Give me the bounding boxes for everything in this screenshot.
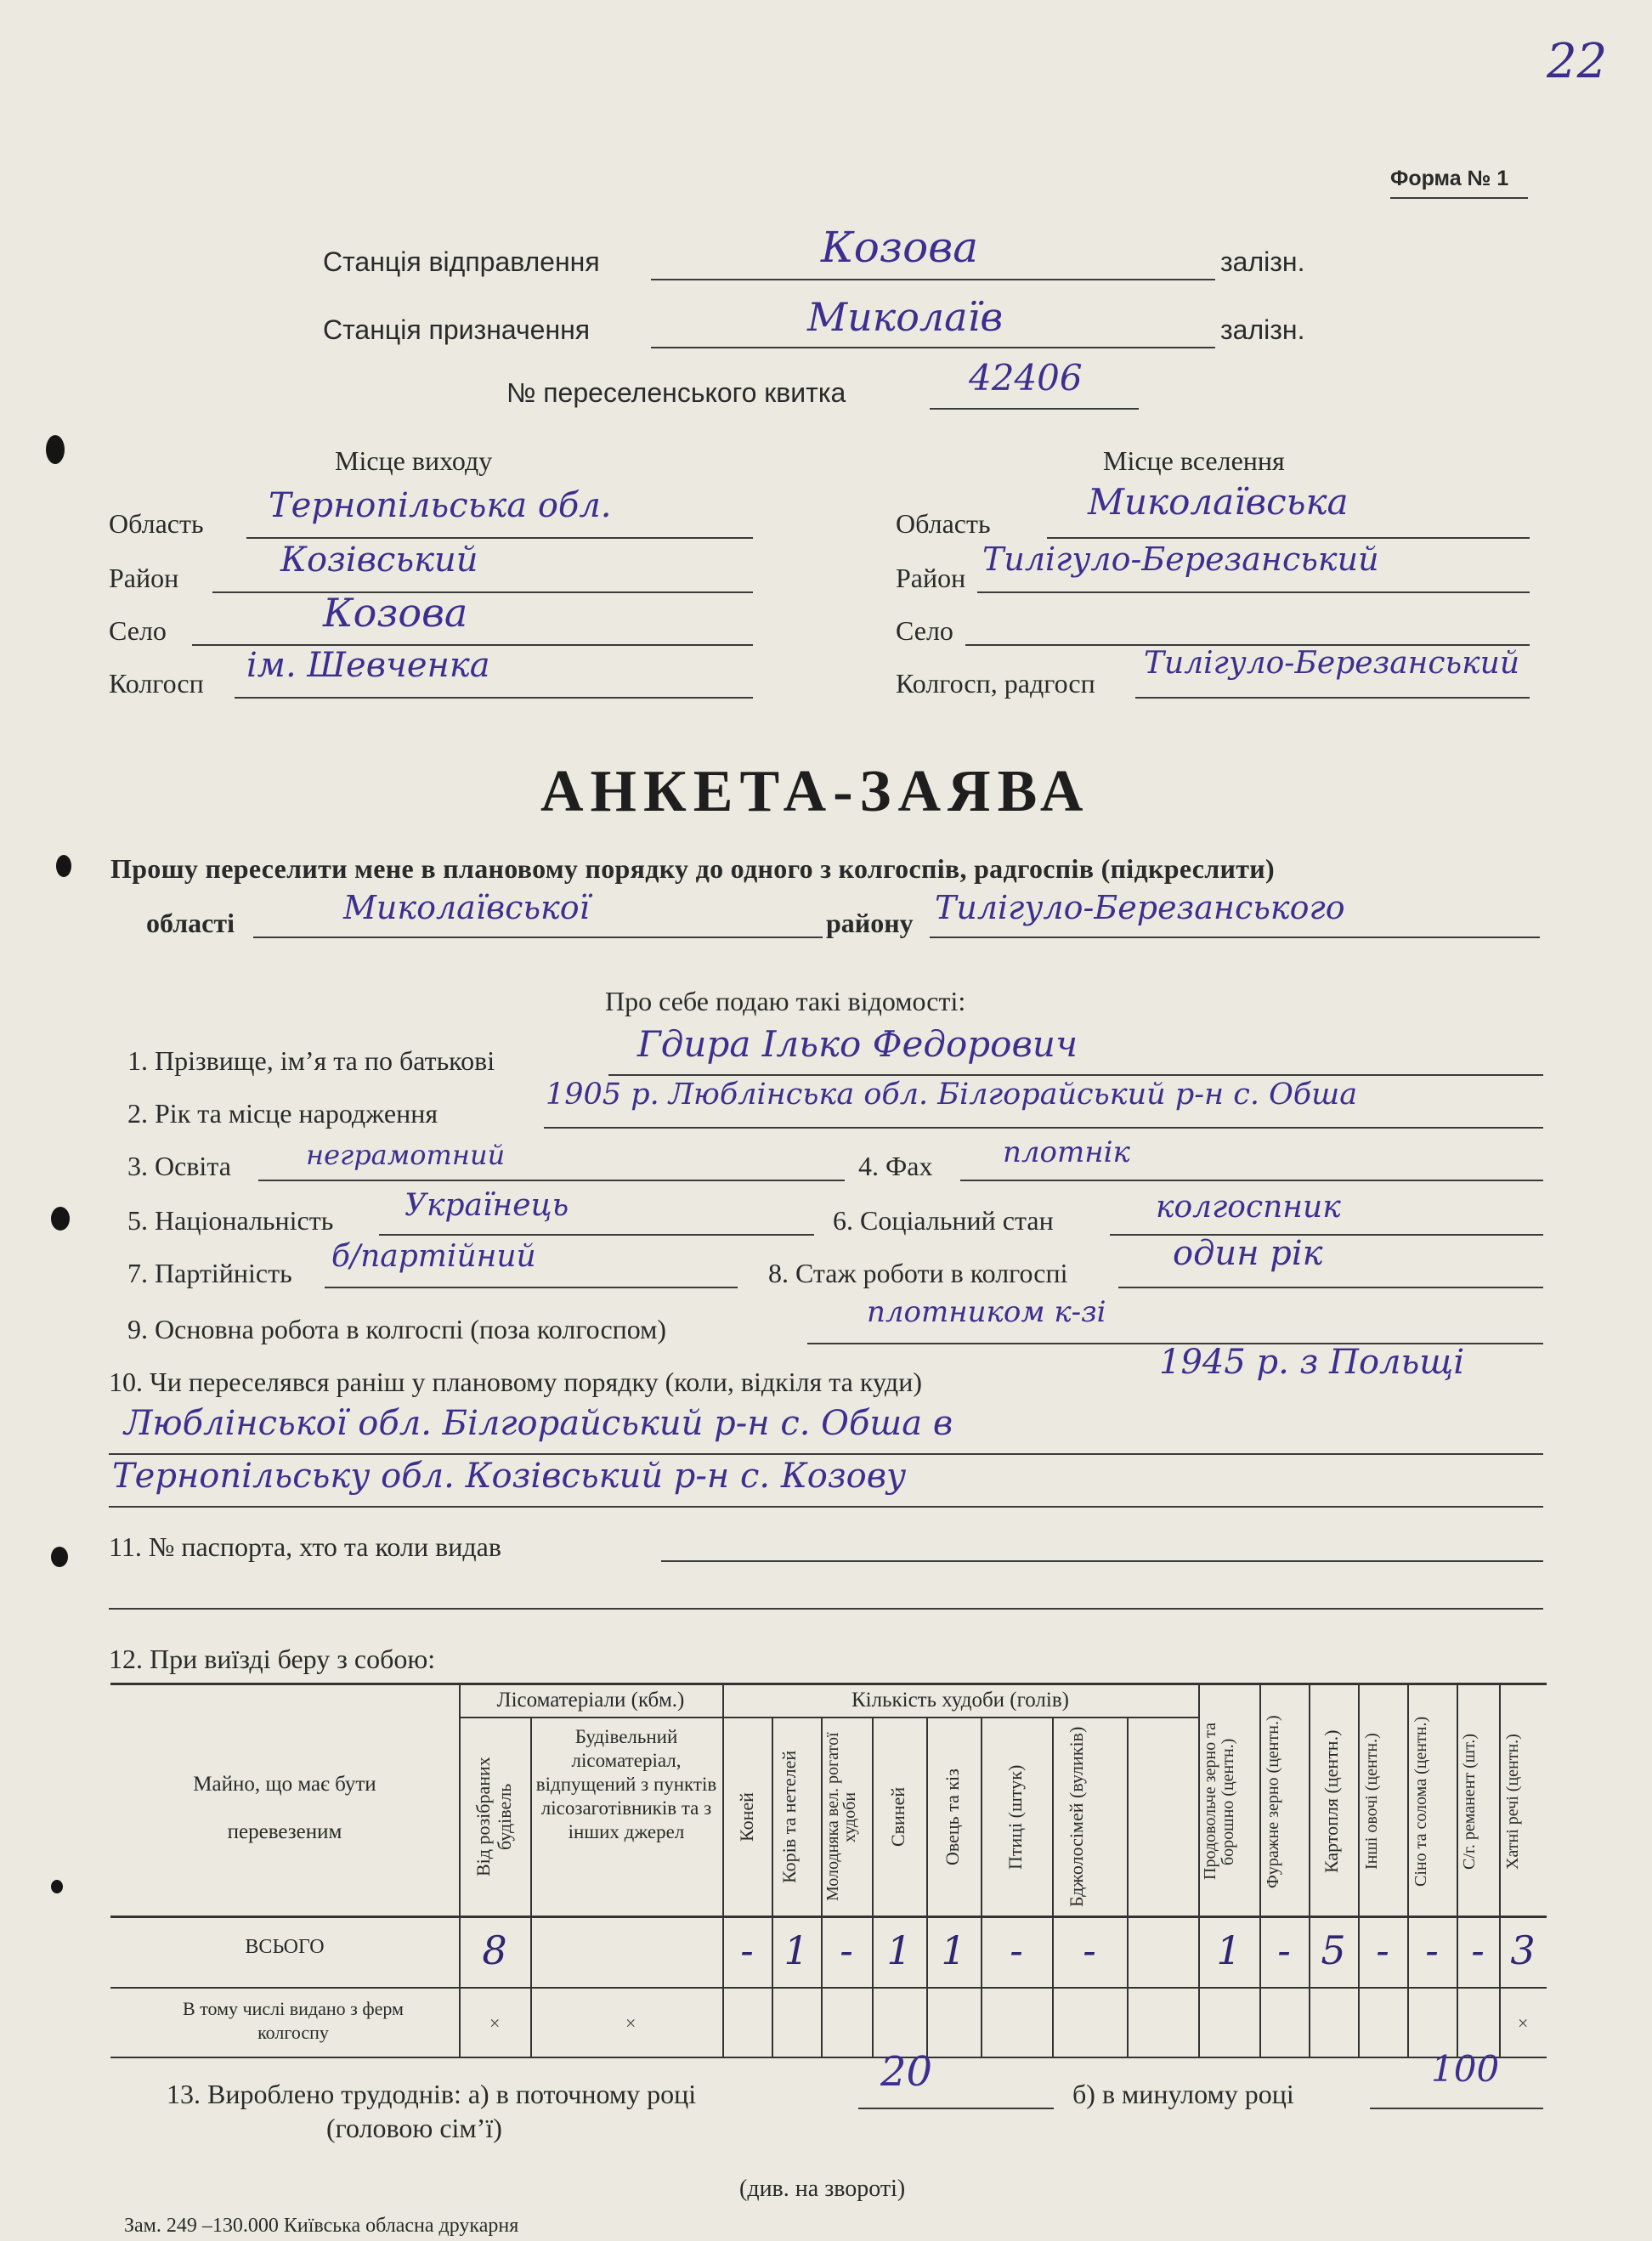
property-header: Майно, що має бути перевезеним xyxy=(193,1773,376,1843)
field-9-value: плотником к-зі xyxy=(867,1295,1106,1329)
exit-kolhosp-value: ім. Шевченка xyxy=(246,646,490,685)
exit-oblast-label: Область xyxy=(109,508,204,539)
field-10-line-b xyxy=(109,1453,1543,1455)
form-number-underline xyxy=(1390,197,1528,199)
field-4-line xyxy=(960,1180,1543,1181)
field-1-line xyxy=(608,1074,1543,1076)
table-cell: - xyxy=(1471,1927,1485,1973)
field-9-label: 9. Основна робота в колгоспі (поза колгоспом) xyxy=(127,1314,667,1344)
exit-raion-line xyxy=(212,591,753,593)
field-3-label: 3. Освіта xyxy=(127,1151,231,1181)
settle-kolhosp-line xyxy=(1135,697,1530,699)
field-10-line-c xyxy=(109,1506,1543,1508)
column-header: Картопля (центн.) xyxy=(1321,1729,1342,1874)
field-11-line-2 xyxy=(109,1608,1543,1610)
column-header: Хатні речі (центн.) xyxy=(1503,1734,1522,1870)
column-header: Коней xyxy=(736,1792,757,1842)
departure-station-label: Станція відправлення xyxy=(323,246,600,277)
table-cell: × xyxy=(1518,2012,1529,2034)
row-kolhosp-label: В тому числі видано з ферм колгоспу xyxy=(183,1998,404,2043)
departure-station-suffix: залізн. xyxy=(1220,246,1305,277)
field-1-value: Гдира Ілько Федорович xyxy=(637,1023,1078,1065)
field-3-value: неграмотний xyxy=(306,1139,506,1171)
column-header: Бджолосімей (вуликів) xyxy=(1066,1726,1087,1908)
ink-blot xyxy=(46,435,65,464)
destination-station-value: Миколаїв xyxy=(807,294,1004,340)
table-cell: 5 xyxy=(1321,1927,1346,1973)
timber-group-header: Лісоматеріали (кбм.) xyxy=(496,1689,685,1712)
column-header: Корів та нетелей xyxy=(778,1750,800,1884)
column-header: Овець та кіз xyxy=(942,1768,963,1865)
field-12-label: 12. При виїзді беру з собою: xyxy=(109,1644,436,1674)
field-3-line xyxy=(258,1180,845,1181)
field-1-label: 1. Прізвище, ім’я та по батькові xyxy=(127,1045,495,1076)
field-7-line xyxy=(325,1287,738,1288)
table-cell: 3 xyxy=(1510,1927,1536,1973)
table-cell: - xyxy=(1425,1927,1439,1973)
table-cell: × xyxy=(489,2012,501,2034)
settle-raion-label: Район xyxy=(896,563,966,593)
field-10-value-a: 1945 р. з Польщі xyxy=(1159,1343,1465,1382)
column-header: Інші овочі (центн.) xyxy=(1362,1733,1381,1870)
column-header: Свиней xyxy=(887,1786,908,1848)
exit-place-heading: Місце виходу xyxy=(335,445,493,476)
destination-station-line xyxy=(651,347,1215,348)
request-raion-value: Тилігуло-Березанського xyxy=(935,889,1345,926)
field-4-value: плотнік xyxy=(1003,1135,1130,1169)
table-cell: 1 xyxy=(941,1927,966,1973)
table-cell: - xyxy=(1277,1927,1291,1973)
column-header: Молодняка вел. рогатої худоби xyxy=(823,1732,859,1902)
destination-station-label: Станція призначення xyxy=(323,314,591,345)
settle-raion-value: Тилігуло-Березанський xyxy=(982,540,1379,578)
document-title: АНКЕТА-ЗАЯВА xyxy=(540,759,1090,824)
property-table xyxy=(110,1683,1547,2057)
ink-blot xyxy=(56,855,71,877)
workdays-label: 13. Вироблено трудоднів: а) в поточному році xyxy=(167,2079,697,2109)
field-10-label: 10. Чи переселявся раніш у плановому порядку (коли, відкіля та куди) xyxy=(109,1367,922,1397)
table-cell: 1 xyxy=(1216,1927,1242,1973)
settle-oblast-line xyxy=(1047,537,1530,539)
table-cell: - xyxy=(740,1927,754,1973)
page-number: 22 xyxy=(1547,34,1608,89)
settle-raion-line xyxy=(977,591,1530,593)
workdays-previous-value: 100 xyxy=(1431,2048,1500,2090)
ink-blot xyxy=(51,1207,70,1231)
field-2-label: 2. Рік та місце народження xyxy=(127,1098,438,1129)
table-cell: - xyxy=(1083,1927,1096,1973)
column-header: Продовольче зерно та борошно (центн.) xyxy=(1201,1723,1237,1881)
exit-kolhosp-label: Колгосп xyxy=(109,668,204,699)
table-cell: - xyxy=(1010,1927,1023,1973)
ticket-line xyxy=(930,408,1139,410)
livestock-group-header: Кількість худоби (голів) xyxy=(851,1689,1069,1712)
ink-blot xyxy=(51,1547,68,1567)
field-5-line xyxy=(379,1234,814,1236)
ticket-value: 42406 xyxy=(969,357,1083,399)
settle-place-heading: Місце вселення xyxy=(1103,445,1285,476)
field-11-label: 11. № паспорта, хто та коли видав xyxy=(109,1531,501,1562)
request-oblast-line xyxy=(253,937,823,938)
field-8-value: один рік xyxy=(1173,1234,1323,1273)
field-4-label: 4. Фах xyxy=(858,1151,933,1181)
ticket-label: № переселенського квитка xyxy=(506,377,846,408)
field-10-value-b: Люблінської обл. Білгорайський р-н с. Обша в xyxy=(124,1404,953,1443)
field-2-value: 1905 р. Люблінська обл. Білгорайський р-н с. Обша xyxy=(546,1078,1358,1112)
field-8-line xyxy=(1118,1287,1543,1288)
column-header: Птиці (штук) xyxy=(1004,1764,1026,1870)
table-cell: 8 xyxy=(482,1927,507,1973)
field-11-line xyxy=(661,1560,1543,1562)
table-cell: × xyxy=(625,2012,636,2034)
intro-text: Про себе подаю такі відомості: xyxy=(605,986,966,1016)
exit-raion-value: Козівський xyxy=(280,540,478,580)
field-5-value: Українець xyxy=(405,1188,569,1223)
table-cell: 1 xyxy=(784,1927,809,1973)
exit-oblast-line xyxy=(246,537,753,539)
form-number: Форма № 1 xyxy=(1390,167,1509,190)
column-header: Від розібраних будівель xyxy=(472,1757,515,1877)
settle-kolhosp-value: Тилігуло-Березанський xyxy=(1144,646,1520,681)
field-10-value-c: Тернопільську обл. Козівський р-н с. Козову xyxy=(112,1457,907,1496)
column-header: Будівельний лісоматеріал, відпущений з пунктів лісозаготівників та з інших джерел xyxy=(535,1726,717,1842)
exit-raion-label: Район xyxy=(109,563,179,593)
table-cell: - xyxy=(1376,1927,1389,1973)
field-2-line xyxy=(544,1127,1543,1129)
departure-station-line xyxy=(651,279,1215,280)
settle-kolhosp-label: Колгосп, радгосп xyxy=(896,668,1095,699)
settle-selo-label: Село xyxy=(896,615,953,646)
workdays-current-line xyxy=(858,2108,1054,2109)
workdays-note: (головою сім’ї) xyxy=(326,2113,502,2143)
request-raion-line xyxy=(930,937,1540,938)
workdays-previous-label: б) в минулому році xyxy=(1072,2079,1294,2109)
destination-station-suffix: залізн. xyxy=(1220,314,1305,345)
exit-oblast-value: Тернопільська обл. xyxy=(269,486,612,525)
field-5-label: 5. Національність xyxy=(127,1205,334,1236)
request-text: Прошу переселити мене в плановому порядку до одного з колгоспів, радгоспів (підкреслити) xyxy=(110,853,1275,884)
see-reverse-note: (див. на звороті) xyxy=(739,2176,906,2202)
field-6-label: 6. Соціальний стан xyxy=(833,1205,1054,1236)
printer-imprint: Зам. 249 –130.000 Київська обласна друкарня xyxy=(124,2215,519,2237)
row-total-label: ВСЬОГО xyxy=(245,1936,325,1958)
column-header: Сіно та солома (центн.) xyxy=(1412,1716,1430,1887)
settle-oblast-value: Миколаївська xyxy=(1088,481,1349,523)
workdays-previous-line xyxy=(1370,2108,1543,2109)
table-cell: 1 xyxy=(886,1927,912,1973)
request-oblast-label: області xyxy=(146,908,235,938)
workdays-current-value: 20 xyxy=(880,2048,933,2096)
field-7-label: 7. Партійність xyxy=(127,1258,292,1288)
table-cell: - xyxy=(840,1927,853,1973)
field-7-value: б/партійний xyxy=(331,1239,536,1274)
exit-selo-value: Козова xyxy=(323,590,468,636)
ink-blot xyxy=(51,1880,63,1893)
column-header: Фуражне зерно (центн.) xyxy=(1264,1715,1282,1888)
exit-kolhosp-line xyxy=(235,697,753,699)
field-8-label: 8. Стаж роботи в колгоспі xyxy=(768,1258,1068,1288)
column-header: С/г. реманент (шт.) xyxy=(1460,1733,1479,1870)
request-raion-label: району xyxy=(826,908,914,938)
request-oblast-value: Миколаївської xyxy=(343,889,590,926)
exit-selo-label: Село xyxy=(109,615,167,646)
departure-station-value: Козова xyxy=(821,223,979,272)
settle-oblast-label: Область xyxy=(896,508,991,539)
field-6-value: колгоспник xyxy=(1156,1190,1341,1225)
